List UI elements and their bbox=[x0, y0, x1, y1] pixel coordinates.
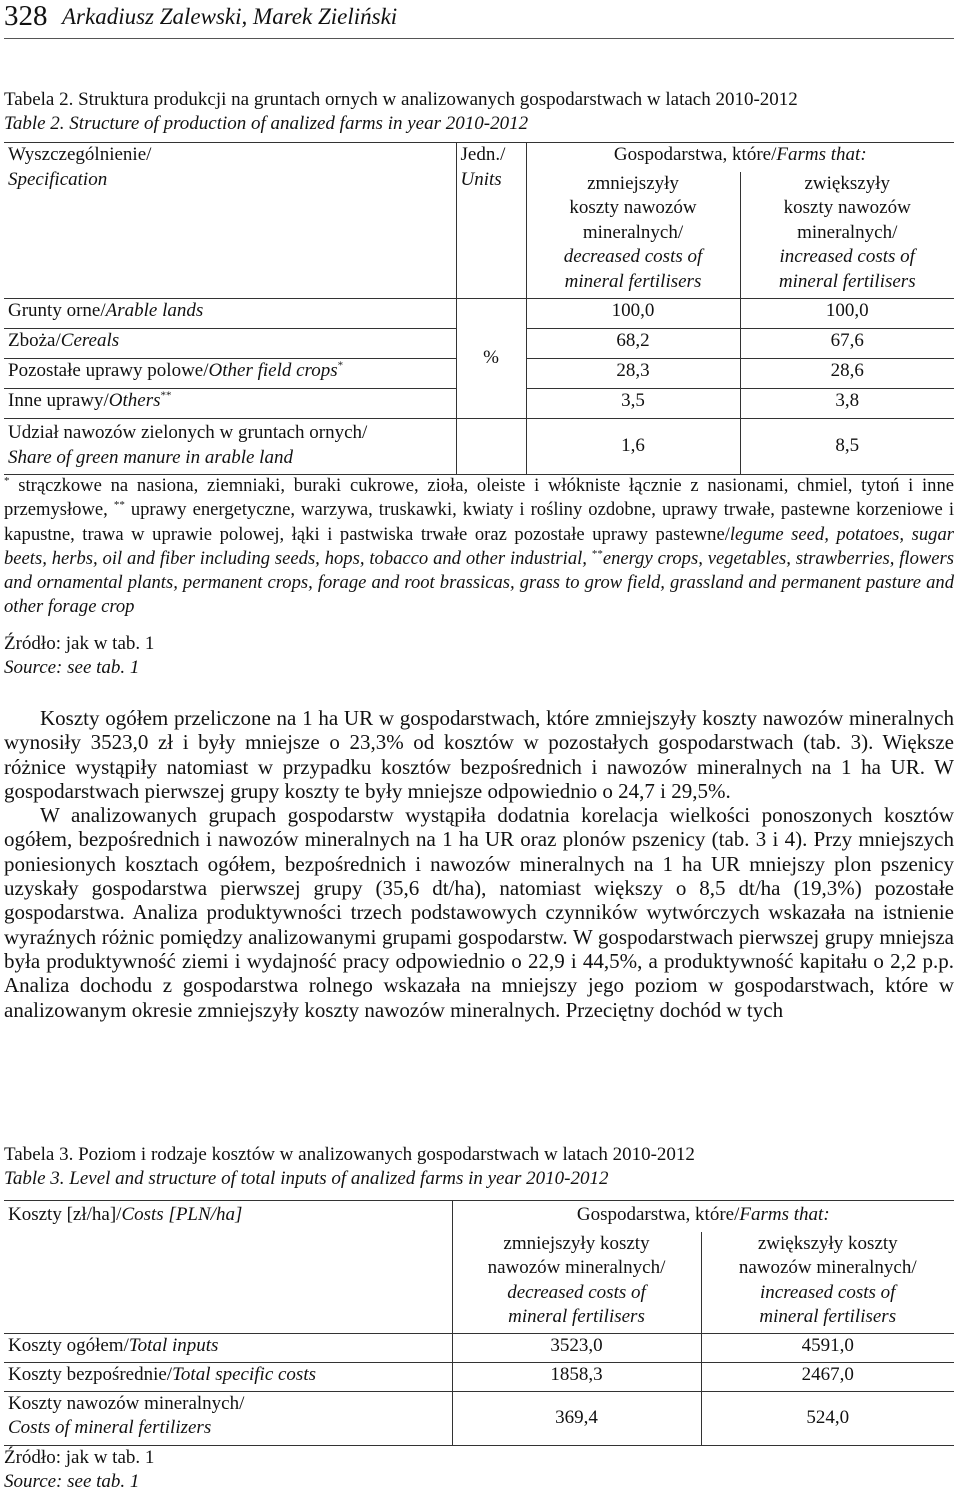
table2-footnote bbox=[4, 474, 954, 620]
table3-increased-header bbox=[701, 1232, 954, 1334]
footnote-mark: * bbox=[337, 359, 344, 372]
body-text bbox=[4, 706, 954, 1022]
table2-source bbox=[4, 632, 154, 680]
table2-units-header bbox=[456, 143, 526, 299]
footnote-mark: ** bbox=[113, 499, 125, 512]
decreased-cell: 3523,0 bbox=[452, 1333, 701, 1362]
decreased-en-2: mineral fertilisers bbox=[508, 1306, 645, 1327]
units-label-en: Units bbox=[460, 168, 502, 190]
row-label: Koszty bezpośrednie/Total specific costs bbox=[4, 1362, 452, 1391]
footnote-text-1: strączkowe na nasiona, ziemniaki, buraki cukrowe, zioła, oleiste i włókniste łącznie z nasionami, chmiel, tytoń i inne przemysłowe, bbox=[4, 475, 954, 521]
increased-cell: 4591,0 bbox=[801, 1334, 854, 1356]
table3-costs-header bbox=[4, 1201, 452, 1334]
footnote-mark: ** bbox=[160, 389, 172, 402]
decreased-en-1: decreased costs of bbox=[507, 1281, 646, 1303]
increased-pl-1: zwiększyły koszty bbox=[757, 1232, 898, 1254]
increased-pl-2: nawozów mineralnych/ bbox=[738, 1257, 917, 1278]
decreased-cell: 28,3 bbox=[526, 359, 740, 389]
row-label: Grunty orne/Arable lands bbox=[4, 299, 456, 329]
decreased-cell: 100,0 bbox=[526, 299, 740, 329]
table3-decreased-header bbox=[452, 1232, 701, 1334]
source-pl: Źródło: jak w tab. 1 bbox=[4, 633, 155, 654]
table-row bbox=[4, 419, 954, 475]
increased-en-1: increased costs of bbox=[779, 246, 915, 267]
units-label-pl: Jedn./ bbox=[460, 144, 506, 165]
increased-pl-2: koszty nawozów bbox=[783, 197, 911, 218]
increased-en-2: mineral fertilisers bbox=[778, 270, 916, 292]
table2-caption-en: Table 2. Structure of production of analized farms in year 2010-2012 bbox=[4, 113, 529, 134]
decreased-cell: 1858,3 bbox=[452, 1362, 701, 1391]
table3-caption bbox=[4, 1143, 695, 1191]
decreased-en-1: decreased costs of bbox=[563, 246, 703, 267]
table2-caption-pl: Tabela 2. Struktura produkcji na gruntach ornych w analizowanych gospodarstwach w latach 2010-2012 bbox=[4, 89, 798, 110]
row-label: Koszty ogółem/Total inputs bbox=[4, 1333, 452, 1362]
decreased-cell: 369,4 bbox=[452, 1391, 701, 1445]
table2-decreased-header bbox=[526, 172, 740, 299]
increased-cell: 3,8 bbox=[835, 390, 860, 411]
table-row bbox=[4, 1362, 954, 1391]
increased-cell: 524,0 bbox=[806, 1406, 850, 1428]
table2-spec-header bbox=[4, 143, 456, 299]
farms-label-en: Farms that: bbox=[739, 1204, 830, 1225]
footnote-mark: ** bbox=[591, 547, 603, 560]
table2-caption bbox=[4, 88, 798, 136]
increased-cell: 8,5 bbox=[835, 435, 860, 457]
decreased-pl-1: zmniejszyły koszty bbox=[503, 1232, 650, 1254]
footnote-text-4: energy crops, vegetables, strawberries, flowers and ornamental plants, permanent crops, forage and root brassicas, grass to grow field, grassland and permanent pasture and other forage crop bbox=[4, 547, 955, 618]
footnote-text-3: legume seed, potatoes, sugar beets, herbs, oil and fiber including seeds, hops, tobacco and other industrial, bbox=[4, 523, 954, 569]
table-row bbox=[4, 1333, 954, 1362]
spec-label-pl: Wyszczególnienie/ bbox=[8, 144, 152, 165]
costs-label-pl: Koszty [zł/ha]/ bbox=[8, 1204, 122, 1225]
decreased-en-2: mineral fertilisers bbox=[564, 270, 702, 292]
increased-cell: 67,6 bbox=[830, 330, 864, 351]
table3-source bbox=[4, 1446, 154, 1494]
paragraph-2: W analizowanych grupach gospodarstw wystąpiła dodatnia korelacja wielkości ponoszonych kosztów ogółem, bezpośrednich i nawozów mineralnych na 1 ha UR oraz plonów pszenicy (tab. 3 i 4). Przy mniejszych poniesionych kosztach ogółem, bezpośrednich i nawozów mineralnych na 1 ha UR mniejszy plon pszenicy uzyskały gospodarstwa pierwszej grupy (35,6 dt/ha), natomiast większy o 8,5 dt/ha (19,3%) pozostałe gospodarstwa. Analiza produktywności trzech podstawowych czynników wytwórczych wskazała na istnienie wyraźnych różnic pomiędzy analizowanymi grupami gospodarstw. W gospodarstwach pierwszej grupy mniejsza była produktywność ziemi i wydajność pracy odpowiednio o 22,9 i 44,5%, a produktywność kapitału o 2,2 p.p. Analiza dochodu z gospodarstwa rolnego wskazała na mniejszy jego poziom w gospodarstwach, które w analizowanym okresie zmniejszyły koszty nawozów mineralnych. Przeciętny dochód w tych bbox=[4, 803, 954, 1022]
decreased-pl-2: koszty nawozów bbox=[569, 197, 697, 218]
footnote-mark: * bbox=[4, 474, 10, 487]
table3-farms-header bbox=[452, 1201, 954, 1232]
table3-caption-pl: Tabela 3. Poziom i rodzaje kosztów w analizowanych gospodarstwach w latach 2010-2012 bbox=[4, 1144, 695, 1165]
increased-cell: 28,6 bbox=[830, 360, 864, 381]
farms-label-pl: Gospodarstwa, które/ bbox=[576, 1204, 740, 1225]
decreased-pl-3: mineralnych/ bbox=[582, 221, 684, 243]
increased-en-1: increased costs of bbox=[760, 1281, 896, 1303]
running-head bbox=[4, 0, 954, 39]
table2-farms-header bbox=[526, 143, 954, 172]
table3-caption-en: Table 3. Level and structure of total inputs of analized farms in year 2010-2012 bbox=[4, 1168, 609, 1189]
row-label: Inne uprawy/Others** bbox=[4, 389, 456, 419]
footnote-text-2: uprawy energetyczne, warzywa, truskawki, kwiaty i rośliny ozdobne, uprawy trwałe, pastewne korzeniowe i kapustne, trawa w uprawie polowej, łąki i pastwiska trwałe oraz pozostałe uprawy pastewne/ bbox=[4, 499, 954, 545]
decreased-cell: 68,2 bbox=[526, 329, 740, 359]
table2-header-row bbox=[4, 143, 954, 172]
table-row bbox=[4, 1391, 954, 1445]
increased-cell: 100,0 bbox=[825, 300, 869, 321]
table3-header-row bbox=[4, 1201, 954, 1232]
paragraph-1: Koszty ogółem przeliczone na 1 ha UR w gospodarstwach, które zmniejszyły koszty nawozów mineralnych wynosiły 3523,0 zł i były mniejsze o 23,3% od kosztów w pozostałych gospodarstwach (tab. 3). Większe różnice wystąpiły natomiast w przypadku kosztów bezpośrednich i nawozów mineralnych na 1 ha UR. W gospodarstwach pierwszej grupy koszty te były mniejsze odpowiednio o 24,7 i 29,5%. bbox=[4, 706, 954, 803]
source-en: Source: see tab. 1 bbox=[4, 657, 140, 678]
farms-label-en: Farms that: bbox=[776, 144, 867, 165]
decreased-pl-2: nawozów mineralnych/ bbox=[487, 1257, 666, 1278]
increased-pl-3: mineralnych/ bbox=[797, 221, 898, 243]
row-label: Udział nawozów zielonych w gruntach ornych/ Share of green manure in arable land bbox=[4, 419, 456, 475]
row-label: Zboża/Cereals bbox=[4, 329, 456, 359]
increased-en-2: mineral fertilisers bbox=[759, 1306, 897, 1327]
row-label: Koszty nawozów mineralnych/ Costs of mineral fertilizers bbox=[4, 1391, 452, 1445]
units-cell: % bbox=[456, 299, 526, 419]
units-cell-empty bbox=[456, 419, 526, 475]
table2 bbox=[4, 142, 954, 475]
farms-label-pl: Gospodarstwa, które/ bbox=[613, 144, 777, 165]
decreased-pl-1: zmniejszyły bbox=[587, 172, 679, 194]
row-label: Pozostałe uprawy polowe/Other field crops* bbox=[4, 359, 456, 389]
decreased-cell: 3,5 bbox=[526, 389, 740, 419]
page-number: 328 bbox=[4, 0, 48, 32]
source-pl: Źródło: jak w tab. 1 bbox=[4, 1447, 155, 1468]
authors: Arkadiusz Zalewski, Marek Zieliński bbox=[62, 4, 398, 29]
table-row bbox=[4, 299, 954, 329]
spec-label-en: Specification bbox=[8, 168, 108, 190]
increased-cell: 2467,0 bbox=[801, 1363, 854, 1385]
table3 bbox=[4, 1200, 954, 1446]
costs-label-en: Costs [PLN/ha] bbox=[121, 1204, 243, 1225]
increased-pl-1: zwiększyły bbox=[804, 172, 890, 194]
table2-increased-header bbox=[740, 172, 954, 299]
source-en: Source: see tab. 1 bbox=[4, 1471, 140, 1492]
decreased-cell: 1,6 bbox=[526, 419, 740, 475]
